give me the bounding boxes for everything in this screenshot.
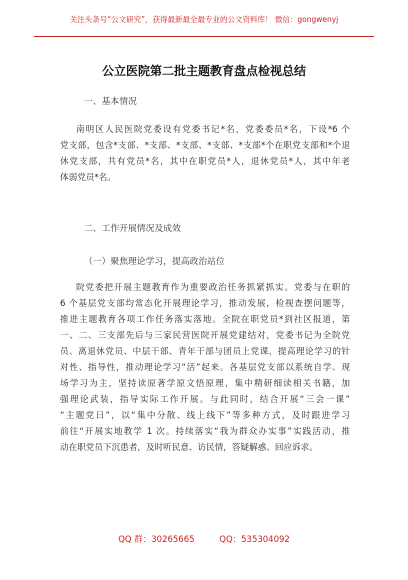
paragraph-line: 场学习为主，坚持读原著学原文悟原理，集中精研细读相关书籍，加	[60, 379, 350, 389]
document-title: 公立医院第二批主题教育盘点检视总结	[101, 64, 306, 78]
paragraph-line: 强理论武装，指导实际工作开展。与此同时，结合开展“三会一课”	[60, 395, 350, 405]
paragraph-line: 对性、指导性，推动理论学习“活”起来。各基层党支部以系统自学、现	[60, 363, 350, 373]
paragraph-line: 前往“开展实地教学 1 次。持续落实“我为群众办实事”实践活动，推	[60, 427, 350, 437]
paragraph-line: 6 个基层党支部均常态化开展理论学习，推动发展，检视查摆问题等，	[60, 299, 350, 309]
section-2-subheading: （一）聚焦理论学习，提高政治站位	[84, 257, 225, 267]
section-2-body	[60, 280, 350, 456]
section-1-heading: 一、基本情况	[84, 97, 137, 107]
paragraph-line: 员、离退休党员、中层干部、青年干部与团员上党课，提高理论学习的针	[60, 347, 350, 357]
footer-qq: QQ：535304092	[219, 535, 290, 545]
paragraph-line: 推进主题教育各项工作任务落实落地。全院在职党员*到社区报道，第	[60, 315, 350, 325]
footer-qq-group: QQ 群：30265665	[118, 535, 195, 545]
paragraph-line: 党支部，包含*支部、*支部、*支部、*支部、*支部*个在职党支部和*个退	[60, 141, 350, 151]
paragraph-line: 南明区人民医院党委设有党委书记*名，党委委员*名，下设*6 个	[76, 125, 350, 135]
paragraph-line: 一、二、三支部先后与三家民营医院开展党建结对，党委书记为全院党	[60, 331, 350, 341]
paragraph-line: “主题党日”，以“集中分散、线上线下”等多种方式，及时跟进学习	[60, 411, 350, 421]
footer-contact	[0, 533, 408, 545]
paragraph-line: 院党委把开展主题教育作为重要政治任务抓紧抓实。党委与在职的	[76, 283, 350, 293]
paragraph-line: 体弱党员*名。	[60, 173, 116, 183]
section-1-body	[60, 122, 350, 186]
header-divider	[34, 36, 374, 37]
section-2-heading: 二、工作开展情况及成效	[84, 224, 181, 234]
paragraph-line: 动在职党员下沉患者，及时听民意、访民情，答疑解惑、回应诉求。	[60, 443, 318, 453]
header-banner: 关注头条号“公文研究”，获得最新最全最专业的公文资料库！ 微信：gongwenyj	[69, 15, 339, 24]
paragraph-line: 休党支部，共有党员*名，其中在职党员*人，退休党员*人，其中年老	[60, 157, 350, 167]
